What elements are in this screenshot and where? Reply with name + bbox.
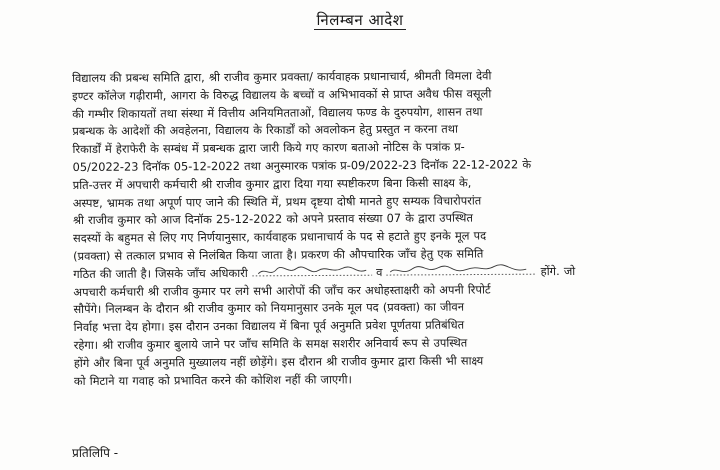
copy-to-label: प्रतिलिपि -	[72, 446, 119, 460]
handwritten-signature-2	[386, 263, 536, 278]
body-line: विद्यालय की प्रबन्ध समिति द्वारा, श्री राजीव कुमार प्रवक्ता/ कार्यवाहक प्रधानाचार्य, श्रीमती विमला देवी	[72, 68, 492, 85]
body-line: को मिटाने या गवाह को प्रभावित करने की कोशिश नहीं की जाएगी।	[73, 371, 352, 388]
body-line: रहेगा। श्री राजीव कुमार बुलाये जाने पर जाँच समिति के समक्ष सशरीर अनिवार्य रूप से उपस्थित	[73, 335, 468, 352]
body-line-start: गठित की जाती है। जिसके जाँच अधिकारी	[73, 265, 248, 281]
body-line: प्रति-उत्तर में अपचारी कर्मचारी श्री राजीव कुमार द्वारा दिया गया स्पष्टीकरण बिना किसी साक्ष्य के,	[72, 175, 472, 192]
body-line: रिकार्डों में हेराफेरी के सम्बंध में प्रबन्धक द्वारा जारी किये गए कारण बताओ नोटिस के पत्रांक प्र-	[72, 139, 465, 157]
body-line: श्री राजीव कुमार को आज दिनॉक 25-12-2022 को अपने प्रस्ताव संख्या 07 के द्वारा उपस्थित	[72, 210, 473, 228]
body-line: अस्पष्ट, भ्रामक तथा अपूर्ण पाए जाने की स्थिति में, प्रथम दृष्टया दोषी मानते हुए सम्यक विचारोपरांत	[72, 193, 482, 210]
body-line: निर्वाह भत्ता देय होगा। इस दौरान उनका विद्यालय में बिना पूर्व अनुमति प्रवेश पूर्णतया प्रतिबंधित	[73, 317, 465, 335]
body-line: सौपेंगे। निलम्बन के दौरान श्री राजीव कुमार को नियमानुसार उनके मूल पद (प्रवक्ता) का जीवन	[73, 299, 465, 317]
handwritten-signature-1	[252, 264, 372, 279]
body-line: प्रबन्धक के आदेशों की अवहेलना, विद्यालय के रिकार्डों को अवलोकन हेतु प्रस्तुत न करना तथा	[72, 122, 459, 139]
document-title: निलम्बन आदेश	[0, 10, 720, 30]
body-line: इण्टर कॉलेज गढ़ीरामी, आगरा के विरुद्ध विद्यालय के बच्चों व अभिभावकों से प्राप्त अवैध फीस वसूली	[72, 86, 492, 103]
body-line-end: होंगे. जो	[540, 263, 576, 278]
body-line: 05/2022-23 दिनॉक 05-12-2022 तथा अनुस्मारक पत्रांक प्र-09/2022-23 दिनॉक 22-12-2022 के	[72, 157, 532, 174]
body-line: (प्रवक्ता) से तत्काल प्रभाव से निलंबित किया जाता है। प्रकरण की औपचारिक जाँच हेतु एक समिति	[73, 246, 484, 263]
document-body	[72, 66, 670, 390]
body-line: होंगे और बिना पूर्व अनुमति मुख्यालय नहीं छोड़ेंगे। इस दौरान श्री राजीव कुमार द्वारा किसी भी साक्ष्य	[73, 353, 484, 370]
body-line: की गम्भीर शिकायतों तथा संस्था में वित्तीय अनियमितताओं, विद्यालय फण्ड के दुरुपयोग, शासन तथा	[72, 104, 483, 121]
body-line: सदस्यों के बहुमत से लिए गए निर्णयानुसार, कार्यवाहक प्रधानाचार्य के पद से हटाते हुए इनके मूल पद	[72, 228, 487, 246]
conjunction-text: व	[376, 264, 383, 279]
body-line: अपचारी कर्मचारी श्री राजीव कुमार पर लगे सभी आरोपों की जाँच कर अधोहस्ताक्षरी को अपनी रिपोर्ट	[73, 282, 491, 299]
